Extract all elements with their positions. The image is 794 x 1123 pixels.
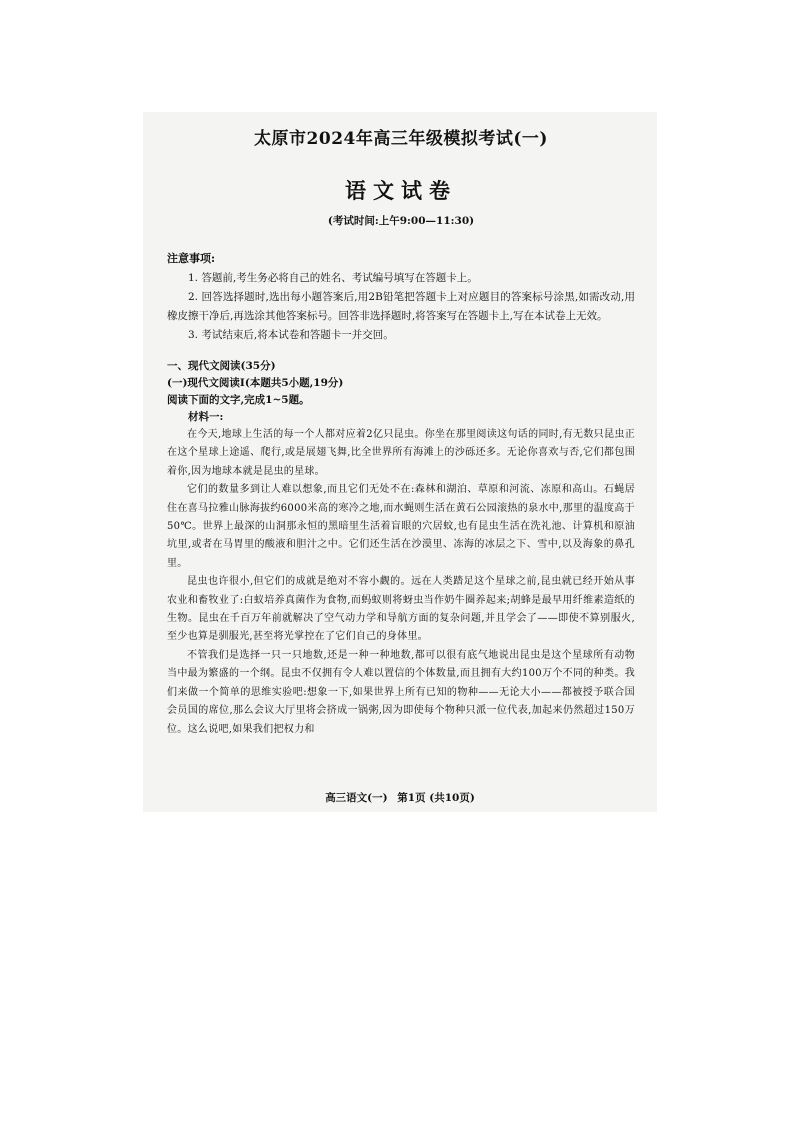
notes-block	[167, 250, 635, 345]
subject-title: 语文试卷	[345, 178, 457, 203]
footer-page-number: 第1页 (共10页)	[397, 792, 475, 804]
passage-paragraph: 在今天,地球上生活的每一个人都对应着2亿只昆虫。你坐在那里阅读这句话的同时,有无数只昆虫正在这个星球上途遥、爬行,或是展翅飞舞,比全世界所有海滩上的沙砾还多。无论你喜欢与否,它们都包围着你,因为地球本就是昆虫的星球。	[167, 429, 635, 477]
reading-instruction: 阅读下面的文字,完成1~5题。	[167, 394, 310, 406]
passage-paragraph: 它们的数量多到让人难以想象,而且它们无处不在:森林和湖泊、草原和河流、冻原和高山。石蝇居住在喜马拉雅山脉海拔约6000米高的寒冷之地,而水蝇则生活在黄石公园滚热的泉水中,那里的温度高于50℃。世界上最深的山洞那永恒的黑暗里生活着盲眼的穴居蚊,也有昆虫生活在洗礼池、计算机和原油坑里,或者在马胃里的酸液和胆汁之中。它们还生活在沙漠里、冻海的冰层之下、雪中,以及海象的鼻孔里。	[167, 484, 635, 569]
exam-page	[167, 124, 635, 739]
sub-section-heading: (一)现代文阅读Ⅰ(本题共5小题,19分)	[167, 377, 344, 389]
reading-section	[167, 358, 635, 739]
note-item: 2. 回答选择题时,选出每小题答案后,用2B铅笔把答题卡上对应题目的答案标号涂黑,如需改动,用橡皮擦干净后,再选涂其他答案标号。回答非选择题时,将答案写在答题卡上,写在本试卷上无效。	[167, 291, 635, 322]
section-heading: 一、现代文阅读(35分)	[167, 360, 276, 372]
footer-subject: 高三语文(一)	[325, 792, 388, 804]
material-label: 材料一:	[188, 411, 224, 423]
passage-paragraph: 昆虫也许很小,但它们的成就是绝对不容小觑的。远在人类踏足这个星球之前,昆虫就已经开始从事农业和畜牧业了:白蚁培养真菌作为食物,而蚂蚁则将蚜虫当作奶牛圈养起来;胡蜂是最早用纤维素造纸的生物。昆虫在千百万年前就解决了空气动力学和导航方面的复杂问题,并且学会了——即使不算别服火,至少也算是驯服光,甚至将光掌控在了它们自己的身体里。	[167, 576, 635, 643]
note-item: 1. 答题前,考生务必将自己的姓名、考试编号填写在答题卡上。	[188, 272, 478, 284]
passage-paragraph: 不管我们是选择一只一只地数,还是一种一种地数,都可以很有底气地说出昆虫是这个星球所有动物当中最为繁盛的一个纲。昆虫不仅拥有令人难以置信的个体数量,而且拥有大约100万个不同的种类。我们来做一个简单的思维实验吧:想象一下,如果世界上所有已知的物种——无论大小——都被授予联合国会员国的席位,那么会议大厅里将会挤成一锅粥,因为即使每个物种只派一位代表,加起来仍然超过150万位。这么说吧,如果我们把权力和	[167, 649, 635, 735]
page-footer	[143, 790, 657, 805]
note-item: 3. 考试结束后,将本试卷和答题卡一并交回。	[188, 329, 394, 341]
notes-heading: 注意事项:	[167, 252, 216, 265]
exam-title: 太原市2024年高三年级模拟考试(一)	[254, 129, 548, 149]
exam-time: (考试时间:上午9:00—11:30)	[327, 215, 475, 227]
